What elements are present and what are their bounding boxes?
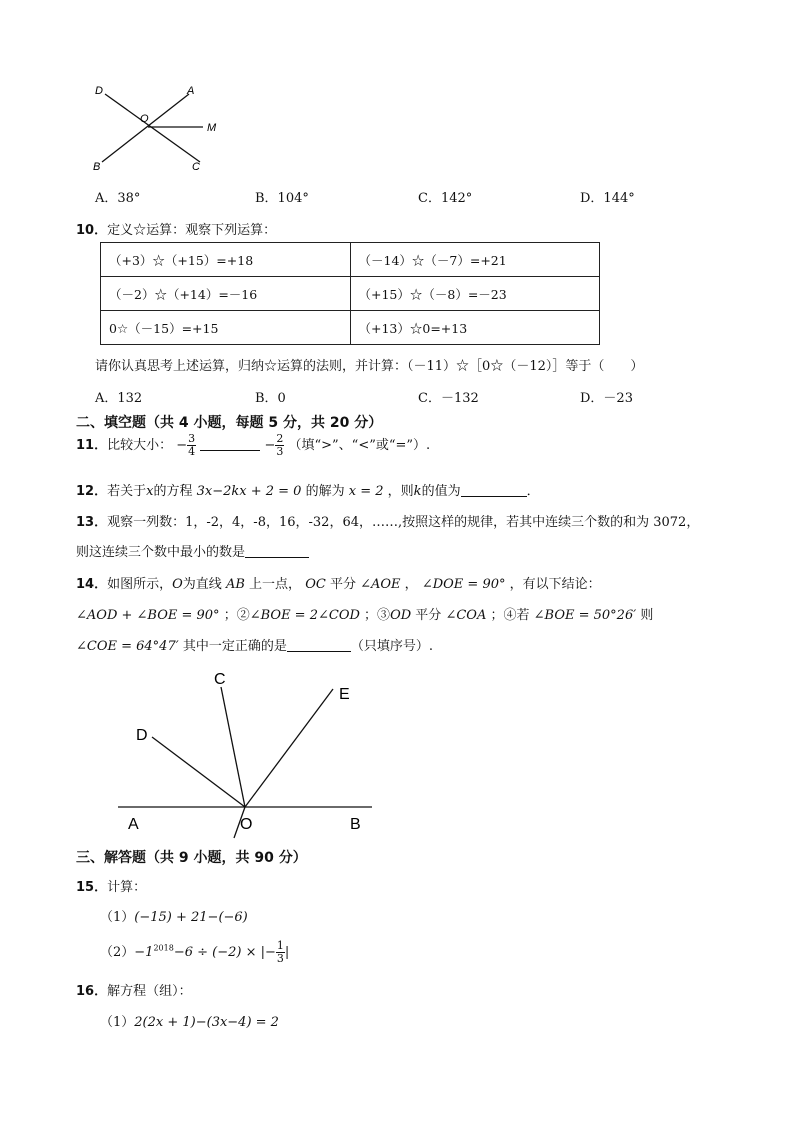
table-row (101, 277, 600, 311)
q9-option-a[interactable]: A．38° (95, 191, 141, 206)
q9-option-c[interactable]: C．142° (418, 191, 473, 206)
question-10-intro (76, 219, 276, 238)
question-number: 11． (76, 438, 108, 453)
question-15-part-1: （1）(−15) + 21−(−6) (100, 910, 248, 925)
question-number: 15． (76, 880, 108, 895)
answer-blank[interactable] (461, 484, 527, 497)
q10-option-c[interactable]: C．－132 (418, 391, 479, 406)
question-12: 12．若关于x的方程 3x−2kx + 2 = 0 的解为 x = 2 ，则k的值为 ． (76, 484, 540, 499)
answer-blank[interactable] (200, 438, 260, 451)
fraction: $\frac{1}{3}$ (276, 939, 284, 965)
section-heading-solutions: 三、解答题（共 9 小题，共 90 分） (76, 850, 307, 866)
fig14-label-o: O (240, 816, 253, 833)
fig9-label-b: B (93, 161, 101, 173)
question-number: 14． (76, 577, 108, 592)
answer-blank[interactable] (287, 639, 351, 652)
solution: x = 2 (348, 484, 384, 499)
question-14-line2: ∠AOD + ∠BOE = 90° ；②∠BOE = 2∠COD ；③OD 平分 ∠COA ；④若 ∠BOE = 50°26′ 则 (76, 608, 654, 623)
question-15-part-2: $(2)-1^{2018}-6 \div (-2)$ × |− $\frac{1}{3}$ | (100, 939, 290, 965)
fig9-label-c: C (192, 161, 200, 173)
angle-figure-q14 (110, 665, 380, 840)
table-cell: （+15）☆（－8）=－23 (350, 277, 600, 311)
table-cell: （+13）☆0=+13 (350, 311, 600, 345)
question-11: 11．比较大小： − $\frac{3}{4}$ − $\frac{2}{3}$ （填“>”、“<”或“=”）. (76, 432, 431, 458)
fig9-label-m: M (207, 122, 217, 134)
question-13-line1: 13．观察一列数：1，-2，4，-8，16，-32，64，……,按照这样的规律，若其中连续三个数的和为 3072， (76, 515, 700, 530)
fig9-label-a: A (187, 85, 195, 97)
q9-option-d[interactable]: D．144° (580, 191, 635, 206)
table-row (101, 311, 600, 345)
question-number: 13． (76, 515, 108, 530)
q9-option-b[interactable]: B．104° (255, 191, 309, 206)
table-cell: （－2）☆（+14）=－16 (101, 277, 351, 311)
table-row (101, 243, 600, 277)
table-cell: （+3）☆（+15）=+18 (101, 243, 351, 277)
fraction: $\frac{3}{4}$ (188, 432, 196, 458)
question-14-line3: ∠COE = 64°47′ 其中一定正确的是 （只填序号）. (76, 639, 433, 654)
question-14-line1: 14．如图所示，O为直线 AB 上一点， OC 平分 ∠AOE ， ∠DOE = 90° ，有以下结论： (76, 577, 601, 592)
question-number: 16． (76, 984, 108, 999)
fig14-label-d: D (136, 727, 148, 744)
section-heading-fill-in: 二、填空题（共 4 小题，每题 5 分，共 20 分） (76, 415, 383, 431)
angle-figure-q9 (85, 80, 235, 175)
question-10-text: 请你认真思考上述运算，归纳☆运算的法则，并计算：（－11）☆［0☆（－12）］等于（ ） (95, 359, 644, 374)
question-13-line2: 则这连续三个数中最小的数是 (76, 541, 309, 560)
question-number: 10． (76, 223, 108, 238)
q10-option-a[interactable]: A．132 (95, 391, 143, 406)
question-16-part-1: （1）2(2x + 1)−(3x−4) = 2 (100, 1015, 279, 1030)
operation-table (100, 242, 600, 345)
question-number: 12． (76, 484, 108, 499)
table-cell: 0☆（－15）=+15 (101, 311, 351, 345)
equation: 3x−2kx + 2 = 0 (196, 484, 302, 499)
question-15: 15．计算： (76, 880, 147, 895)
fraction: $\frac{2}{3}$ (276, 432, 284, 458)
fig14-label-e: E (339, 686, 350, 703)
question-16: 16．解方程（组）： (76, 984, 192, 999)
fig14-label-a: A (128, 816, 139, 833)
q10-option-d[interactable]: D．－23 (580, 391, 633, 406)
fig9-label-o: O (140, 113, 149, 125)
answer-blank[interactable] (245, 545, 309, 558)
fig14-label-b: B (350, 816, 361, 833)
fig9-label-d: D (95, 85, 103, 97)
q10-option-b[interactable]: B．0 (255, 391, 286, 406)
question-text: 定义☆运算：观察下列运算： (107, 223, 277, 238)
table-cell: （－14）☆（－7）=+21 (350, 243, 600, 277)
fig14-label-c: C (214, 671, 226, 688)
question-text: 比较大小： (107, 438, 173, 453)
question-hint: （填“>”、“<”或“=”）. (288, 438, 431, 453)
